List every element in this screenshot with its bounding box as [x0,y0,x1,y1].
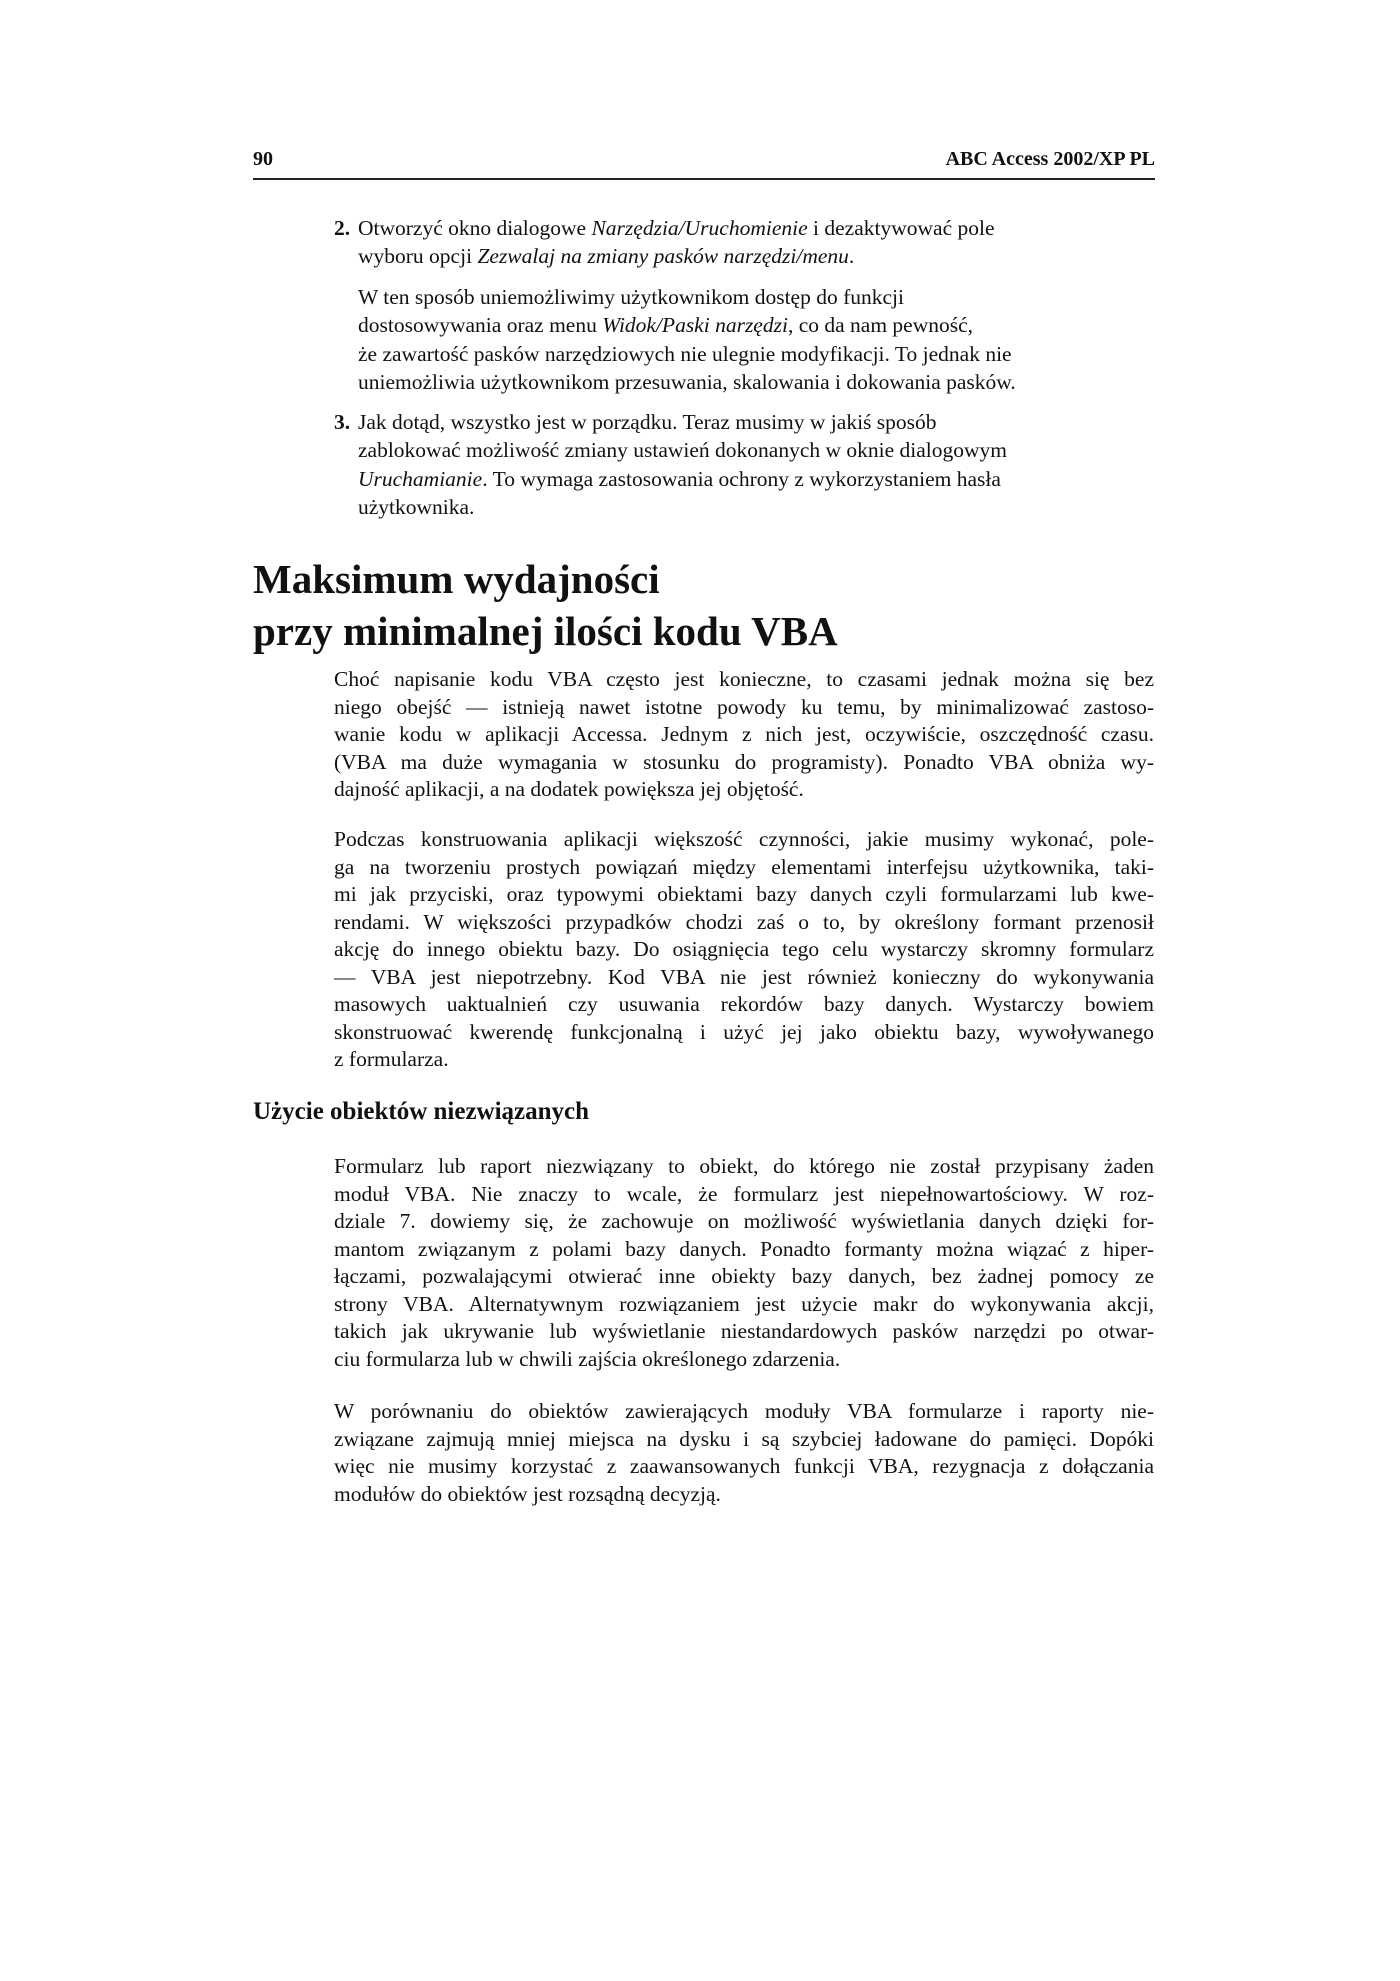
text-line: ciu formularza lub w chwili zajścia określonego zdarzenia. [334,1346,841,1371]
text-line: moduł VBA. Nie znaczy to wcale, że formularz jest niepełnowartościowy. W roz- [334,1181,1154,1206]
text-line: wyboru opcji Zezwalaj na zmiany pasków narzędzi/menu. [358,244,855,269]
text-line: więc nie musimy korzystać z zaawansowanych funkcji VBA, rezygnacja z dołączania [334,1454,1154,1478]
text-line: strony VBA. Alternatywnym rozwiązaniem jest użycie makr do wykonywania akcji, [334,1291,1154,1316]
text-line: W porównaniu do obiektów zawierających moduły VBA formularze i raporty nie- [334,1399,1154,1423]
list-item-number: 2. [334,216,351,240]
text-line: Choć napisanie kodu VBA często jest konieczne, to czasami jednak można się bez [334,667,1154,691]
list-item-note-text [358,283,1098,396]
section-heading-line: Maksimum wydajności [253,556,660,602]
text-line: z formularza. [334,1047,449,1071]
italic-term: Zezwalaj na zmiany pasków narzędzi/menu [477,244,849,269]
subsection-heading: Użycie obiektów niezwiązanych [253,1098,590,1125]
text-line: skonstruować kwerendę funkcjonalną i użyć jej jako obiektu bazy, wywoływanego [334,1019,1154,1044]
text-line: łączami, pozwalającymi otwierać inne obiekty bazy danych, bez żadnej pomocy ze [334,1264,1154,1288]
text-line: że zawartość pasków narzędziowych nie ulegnie modyfikacji. To jednak nie [358,341,1012,366]
text-line: uniemożliwia użytkownikom przesuwania, skalowania i dokowania pasków. [358,369,1016,394]
running-header [253,148,1155,180]
text-line: związane zajmują mniej miejsca na dysku i są szybciej ładowane do pamięci. Dopóki [334,1426,1154,1451]
list-item-3 [334,408,1098,521]
text-line: dostosowywania oraz menu Widok/Paski narzędzi, co da nam pewność, [358,313,974,338]
text-line: Jak dotąd, wszystko jest w porządku. Teraz musimy w jakiś sposób [358,410,937,434]
body-paragraph [334,666,1154,804]
text-line: W ten sposób uniemożliwimy użytkownikom dostęp do funkcji [358,285,905,309]
body-paragraph [334,1153,1154,1373]
text-line: mantom związanym z polami bazy danych. Ponadto formanty można wiązać z hiper- [334,1236,1154,1261]
text-line: takich jak ukrywanie lub wyświetlanie niestandardowych pasków narzędzi po otwar- [334,1319,1154,1343]
list-item-text [358,214,1098,271]
text-line: Otworzyć okno dialogowe Narzędzia/Uruchomienie i dezaktywować pole [358,216,995,240]
page-number: 90 [253,148,273,170]
list-item-2 [334,214,1098,271]
text-line: ga na tworzeniu prostych powiązań między elementami interfejsu użytkownika, taki- [334,854,1154,879]
text-line: zablokować możliwość zmiany ustawień dokonanych w oknie dialogowym [358,438,1008,463]
italic-term: Uruchamianie [358,466,483,491]
text-line: masowych uaktualnień czy usuwania rekordów bazy danych. Wystarczy bowiem [334,992,1154,1016]
text-line: dajność aplikacji, a na dodatek powiększa jej objętość. [334,777,804,801]
body-paragraph [334,826,1154,1074]
text-line: mi jak przyciski, oraz typowymi obiektami bazy danych czyli formularzami lub kwe- [334,882,1154,906]
italic-term: Narzędzia/Uruchomienie [591,216,808,240]
italic-term: Widok/Paski narzędzi [602,313,788,338]
text-line: Formularz lub raport niezwiązany to obiekt, do którego nie został przypisany żaden [334,1154,1154,1178]
text-line: użytkownika. [358,494,475,519]
list-item-2-note [358,283,1098,396]
text-line: akcję do innego obiektu bazy. Do osiągnięcia tego celu wystarczy skromny formularz [334,937,1154,961]
section-heading-line: przy minimalnej ilości kodu VBA [253,608,838,654]
text-line: niego obejść — istnieją nawet istotne powody ku temu, by minimalizować zastoso- [334,694,1154,719]
text-line: modułów do obiektów jest rozsądną decyzją. [334,1481,721,1506]
text-line: wanie kodu w aplikacji Accessa. Jednym z nich jest, oczywiście, oszczędność czasu. [334,722,1154,746]
text-line: rendami. W większości przypadków chodzi zaś o to, by określony formant przenosił [334,909,1154,934]
body-paragraph [334,1398,1154,1508]
text-line: dziale 7. dowiemy się, że zachowuje on możliwość wyświetlania danych dzięki for- [334,1209,1154,1233]
list-item-text [358,408,1098,521]
text-line: Podczas konstruowania aplikacji większość czynności, jakie musimy wykonać, pole- [334,827,1154,851]
list-item-number: 3. [334,410,351,434]
section-heading [253,553,838,657]
text-line: — VBA jest niepotrzebny. Kod VBA nie jest również konieczny do wykonywania [334,964,1154,989]
text-line: Uruchamianie. To wymaga zastosowania ochrony z wykorzystaniem hasła [358,466,1001,491]
book-title: ABC Access 2002/XP PL [945,148,1155,170]
text-line: (VBA ma duże wymagania w stosunku do programisty). Ponadto VBA obniża wy- [334,749,1154,774]
